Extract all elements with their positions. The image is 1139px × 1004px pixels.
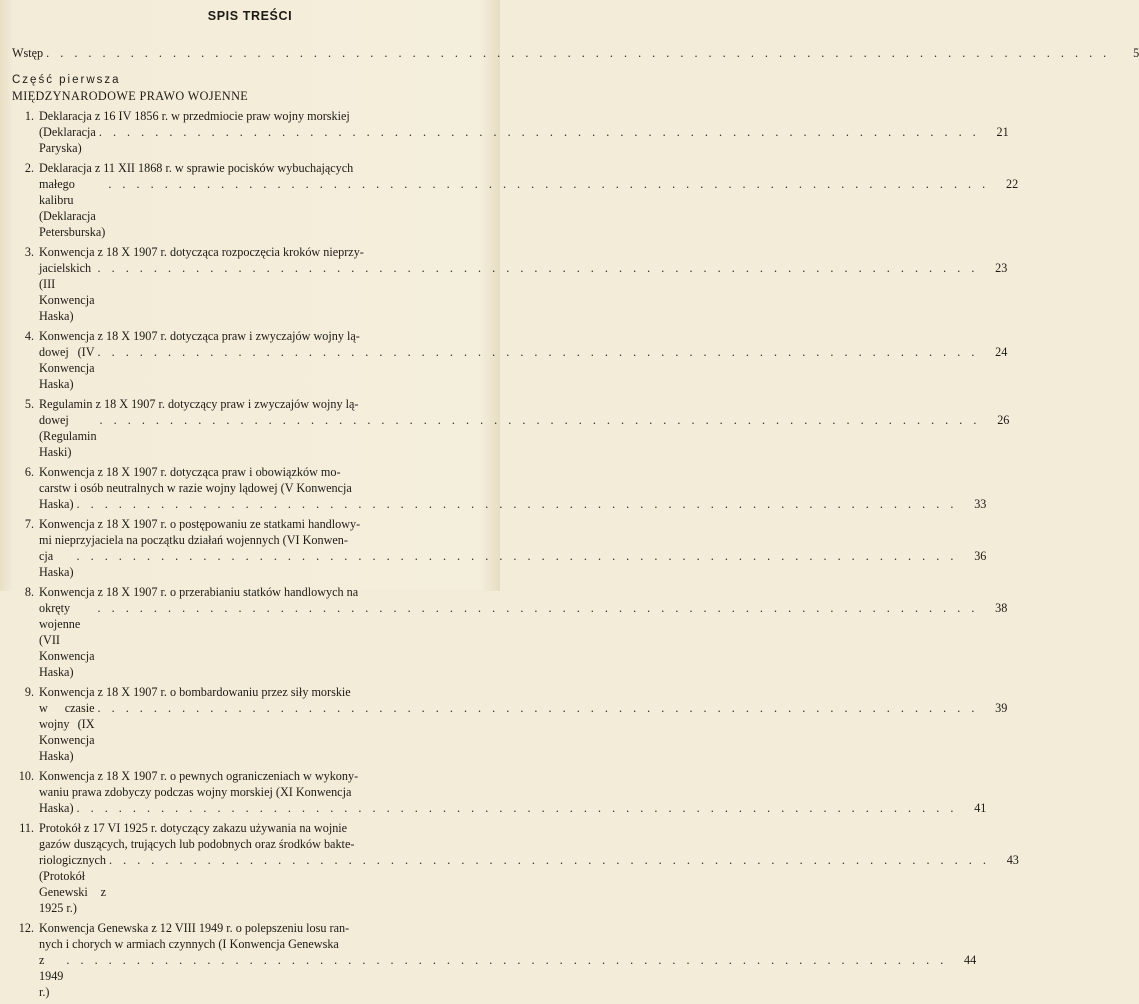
entry-line: Konwencja z 18 X 1907 r. dotycząca praw i zwyczajów wojny lą- xyxy=(39,329,360,343)
toc-entry[interactable] xyxy=(12,768,987,816)
part-title: MIĘDZYNARODOWE PRAWO WOJENNE xyxy=(12,89,249,103)
entry-text xyxy=(39,328,1007,392)
entry-number: 5. xyxy=(24,397,34,411)
entry-line: z 1949 r.) xyxy=(39,953,64,999)
entry-line: Konwencja z 18 X 1907 r. o przerabianiu statków handlowych na xyxy=(39,585,359,599)
dot-leader: . . . . . . . . . . . . . . . . . . . . . . . . . . . . . . . . . . . . . . . . . . . . . . . . . . . . . . . . . . . . . . . xyxy=(76,549,958,563)
dot-leader: . . . . . . . . . . . . . . . . . . . . . . . . . . . . . . . . . . . . . . . . . . . . . . . . . . . . . . . . . . . . . . . xyxy=(76,801,958,815)
toc-entry[interactable] xyxy=(12,328,1008,392)
entry-number: 6. xyxy=(24,465,34,479)
dot-leader: . . . . . . . . . . . . . . . . . . . . . . . . . . . . . . . . . . . . . . . . . . . . . . . . . . . . . . . . . . . . . . . xyxy=(97,601,979,615)
entry-last-line xyxy=(39,412,1009,460)
entry-line: dowej (Regulamin Haski) xyxy=(39,413,97,459)
dot-leader: . . . . . . . . . . . . . . . . . . . . . . . . . . . . . . . . . . . . . . . . . . . . . . . . . . . . . . . . . . . . . . . xyxy=(99,413,981,427)
entry-line: małego kalibru (Deklaracja Petersburska) xyxy=(39,177,106,239)
entry-line: Haska) xyxy=(39,497,74,511)
entry-number: 1. xyxy=(24,109,34,123)
entry-line: carstw i osób neutralnych w razie wojny lądowej (V Konwencja xyxy=(39,481,352,495)
entry-line: nych i chorych w armiach czynnych (I Konwencja Genewska xyxy=(39,937,339,951)
dot-leader: . . . . . . . . . . . . . . . . . . . . . . . . . . . . . . . . . . . . . . . . . . . . . . . . . . . . . . . . . . . . . . . xyxy=(97,701,979,715)
entry-line: mi nieprzyjaciela na początku działań wojennych (VI Konwen- xyxy=(39,533,348,547)
toc-entry[interactable] xyxy=(12,684,1008,764)
entry-page-number: 33 xyxy=(974,497,987,511)
intro-page-number: 5 xyxy=(1133,46,1139,60)
toc-entries xyxy=(12,108,1019,1004)
entry-page-number: 36 xyxy=(974,549,987,563)
dot-leader: . . . . . . . . . . . . . . . . . . . . . . . . . . . . . . . . . . . . . . . . . . . . . . . . . . . . . . . . . . . . . . . xyxy=(66,953,948,967)
entry-page-number: 41 xyxy=(974,801,987,815)
entry-page-number: 22 xyxy=(1006,177,1019,191)
entry-last-line xyxy=(39,700,1007,764)
entry-line: Deklaracja z 11 XII 1868 r. w sprawie pocisków wybuchających xyxy=(39,161,354,175)
entry-line: Konwencja Genewska z 12 VIII 1949 r. o polepszeniu losu ran- xyxy=(39,921,350,935)
entry-number: 11. xyxy=(19,821,34,835)
entry-number: 12. xyxy=(18,921,34,935)
dot-leader: . . . . . . . . . . . . . . . . . . . . . . . . . . . . . . . . . . . . . . . . . . . . . . . . . . . . . . . . . . . . . . . xyxy=(108,177,990,191)
dot-leader: . . . . . . . . . . . . . . . . . . . . . . . . . . . . . . . . . . . . . . . . . . . . . . . . . . . . . . . . . . . . . . . xyxy=(76,497,958,511)
toc-entry[interactable] xyxy=(12,396,1010,460)
dot-leader: . . . . . . . . . . . . . . . . . . . . . . . . . . . . . . . . . . . . . . . . . . . . . . . . . . . . . . . . . . . . . . . xyxy=(98,125,980,139)
entry-page-number: 23 xyxy=(995,261,1008,275)
entry-line: riologicznych (Protokół Genewski z 1925 r.) xyxy=(39,853,107,915)
entry-line: dowej (IV Konwencja Haska) xyxy=(39,345,95,391)
entry-line: cja Haska) xyxy=(39,549,74,579)
entry-line: Konwencja z 18 X 1907 r. o pewnych ograniczeniach w wykony- xyxy=(39,769,359,783)
entry-last-line xyxy=(39,952,976,1000)
toc-entry[interactable] xyxy=(12,516,987,580)
entry-line: Deklaracja z 16 IV 1856 r. w przedmiocie praw wojny morskiej xyxy=(39,109,350,123)
entry-line: Konwencja z 18 X 1907 r. dotycząca rozpoczęcia kroków nieprzy- xyxy=(39,245,364,259)
entry-text xyxy=(39,820,1019,916)
entry-line: Haska) xyxy=(39,801,74,815)
toc-entry[interactable] xyxy=(12,820,1019,916)
entry-last-line xyxy=(39,548,986,580)
entry-page-number: 26 xyxy=(997,413,1010,427)
entry-page-number: 43 xyxy=(1006,853,1019,867)
dot-leader: . . . . . . . . . . . . . . . . . . . . . . . . . . . . . . . . . . . . . . . . . . . . . . . . . . . . . . . . . . . . . . . xyxy=(97,345,979,359)
entry-line: okręty wojenne (VII Konwencja Haska) xyxy=(39,601,95,679)
entry-text xyxy=(39,464,986,512)
entry-line: jacielskich (III Konwencja Haska) xyxy=(39,261,95,323)
entry-page-number: 21 xyxy=(996,125,1009,139)
entry-last-line xyxy=(39,600,1007,680)
entry-line: (Deklaracja Paryska) xyxy=(39,125,96,155)
part-label: Część pierwsza xyxy=(12,74,121,86)
entry-last-line xyxy=(39,496,986,512)
entry-last-line xyxy=(39,852,1019,916)
entry-line: Konwencja z 18 X 1907 r. o postępowaniu ze statkami handlowy- xyxy=(39,517,361,531)
entry-number: 2. xyxy=(24,161,34,175)
entry-number: 4. xyxy=(24,329,34,343)
toc-entry[interactable] xyxy=(12,920,977,1000)
entry-line: waniu prawa zdobyczy podczas wojny morskiej (XI Konwencja xyxy=(39,785,352,799)
entry-line: Protokół z 17 VI 1925 r. dotyczący zakazu używania na wojnie xyxy=(39,821,348,835)
entry-number: 10. xyxy=(18,769,34,783)
entry-line: gazów duszących, trujących lub podobnych oraz środków bakte- xyxy=(39,837,355,851)
dot-leader: . . . . . . . . . . . . . . . . . . . . . . . . . . . . . . . . . . . . . . . . . . . . . . . . . . . . . . . . . . . . . . . xyxy=(97,261,979,275)
entry-line: Konwencja z 18 X 1907 r. o bombardowaniu przez siły morskie xyxy=(39,685,351,699)
entry-last-line xyxy=(39,260,1007,324)
entry-line: Regulamin z 18 X 1907 r. dotyczący praw i zwyczajów wojny lą- xyxy=(39,397,359,411)
entry-text xyxy=(39,768,986,816)
toc-entry[interactable] xyxy=(12,464,987,512)
entry-page-number: 44 xyxy=(964,953,977,967)
entry-line: Konwencja z 18 X 1907 r. dotycząca praw i obowiązków mo- xyxy=(39,465,341,479)
entry-text xyxy=(39,684,1007,764)
entry-line: w czasie wojny (IX Konwencja Haska) xyxy=(39,701,95,763)
entry-page-number: 38 xyxy=(995,601,1008,615)
entry-page-number: 24 xyxy=(995,345,1008,359)
entry-page-number: 39 xyxy=(995,701,1008,715)
toc-entry[interactable] xyxy=(12,160,1019,240)
entry-last-line xyxy=(39,176,1018,240)
entry-last-line xyxy=(39,800,986,816)
toc-title: SPIS TREŚCI xyxy=(207,9,293,23)
entry-text xyxy=(39,516,986,580)
dot-leader: . . . . . . . . . . . . . . . . . . . . . . . . . . . . . . . . . . . . . . . . . . . . . . . . . . . . . . . . . . . . . . . xyxy=(109,853,990,867)
toc-entry-intro[interactable] xyxy=(12,46,1139,61)
entry-last-line xyxy=(39,124,1009,156)
entry-number: 7. xyxy=(24,517,34,531)
intro-label: Wstęp xyxy=(12,46,44,60)
entry-text xyxy=(39,920,976,1000)
entry-text xyxy=(39,244,1007,324)
entry-number: 3. xyxy=(24,245,34,259)
toc-entry[interactable] xyxy=(12,244,1008,324)
entry-number: 8. xyxy=(24,585,34,599)
entry-text xyxy=(39,584,1007,680)
entry-text xyxy=(39,108,1009,156)
entry-text xyxy=(39,160,1018,240)
entry-number: 9. xyxy=(24,685,34,699)
toc-entry[interactable] xyxy=(12,584,1008,680)
dot-leader: . . . . . . . . . . . . . . . . . . . . . . . . . . . . . . . . . . . . . . . . . . . . . . . . . . . . . . . . . . . . . . . . . . . . . . . . . . . . xyxy=(46,46,1111,60)
entry-text xyxy=(39,396,1009,460)
entry-last-line xyxy=(39,344,1007,392)
toc-entry[interactable] xyxy=(12,108,1009,156)
